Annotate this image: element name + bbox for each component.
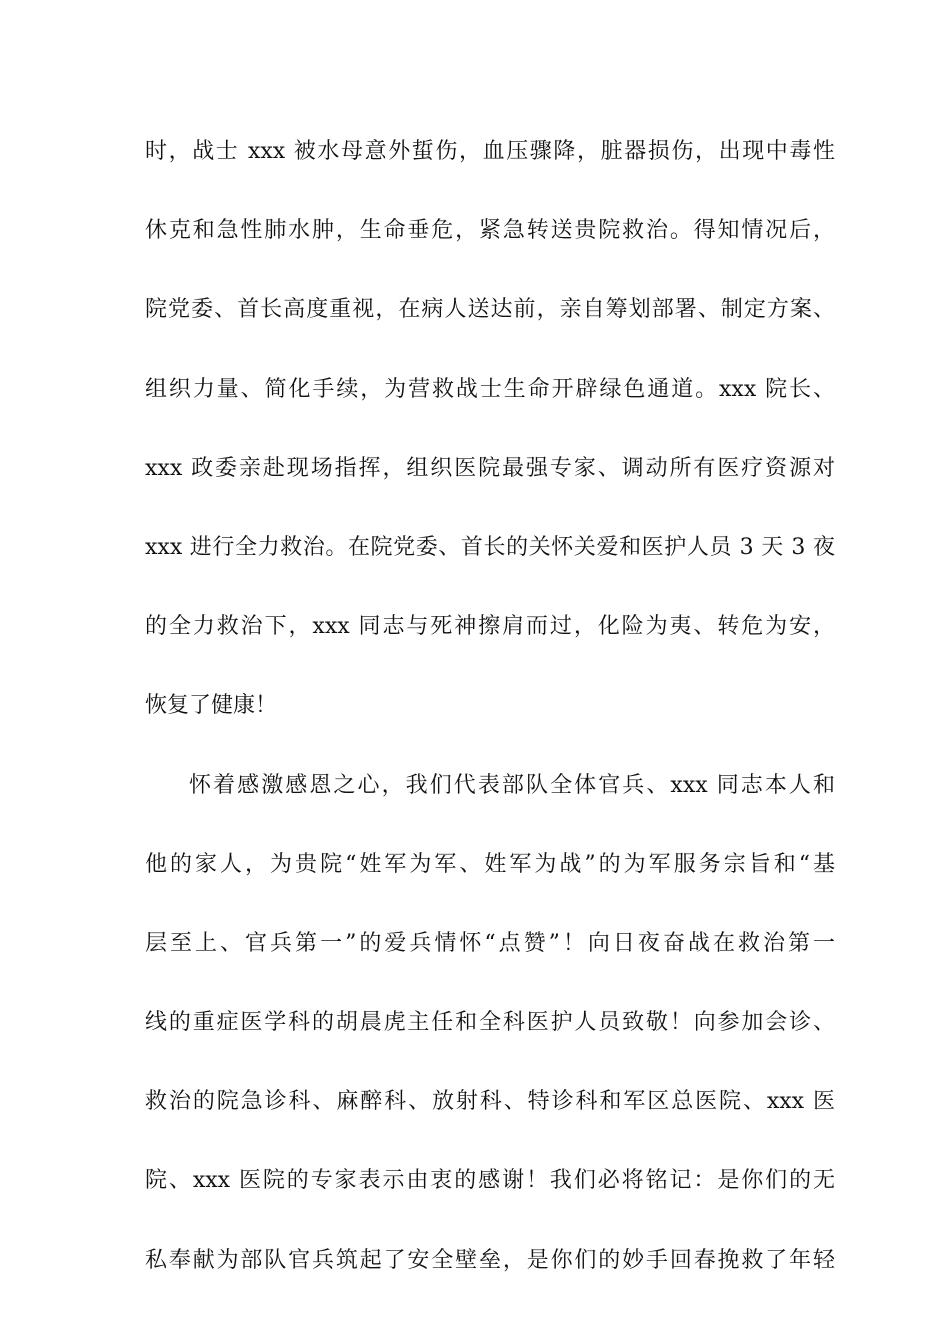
text-line-8: 恢复了健康！ [145,693,278,719]
text-line-10: 他的家人，为贵院“姓军为军、姓军为战”的为军服务宗旨和“基 [145,851,835,877]
text-line-12: 线的重症医学科的胡晨虎主任和全科医护人员致敬！向参加会诊、 [145,1010,835,1036]
text-line-4: 组织力量、简化手续，为营救战士生命开辟绿色通道。xxx 院长、 [145,376,835,402]
text-line-11: 层至上、官兵第一”的爱兵情怀“点赞”！向日夜奋战在救治第一 [145,930,835,956]
text-line-14: 院、xxx 医院的专家表示由衷的感谢！我们必将铭记：是你们的无 [145,1168,835,1194]
text-line-3: 院党委、首长高度重视，在病人送达前，亲自筹划部署、制定方案、 [145,297,835,323]
text-line-6: xxx 进行全力救治。在院党委、首长的关怀关爱和医护人员 3 天 3 夜 [145,534,835,560]
text-line-13: 救治的院急诊科、麻醉科、放射科、特诊科和军区总医院、xxx 医 [145,1089,835,1115]
text-line-15: 私奉献为部队官兵筑起了安全壁垒，是你们的妙手回春挽救了年轻 [145,1247,835,1273]
text-line-5: xxx 政委亲赴现场指挥，组织医院最强专家、调动所有医疗资源对 [145,455,835,481]
text-line-7: 的全力救治下，xxx 同志与死神擦肩而过，化险为夷、转危为安， [145,614,835,640]
text-line-1: 时，战士 xxx 被水母意外蜇伤，血压骤降，脏器损伤，出现中毒性 [145,139,835,164]
body-text [145,132,835,1320]
text-line-2: 休克和急性肺水肿，生命垂危，紧急转送贵院救治。得知情况后， [145,218,835,244]
paragraph-start-line: 怀着感激感恩之心，我们代表部队全体官兵、xxx 同志本人和 [189,772,835,798]
